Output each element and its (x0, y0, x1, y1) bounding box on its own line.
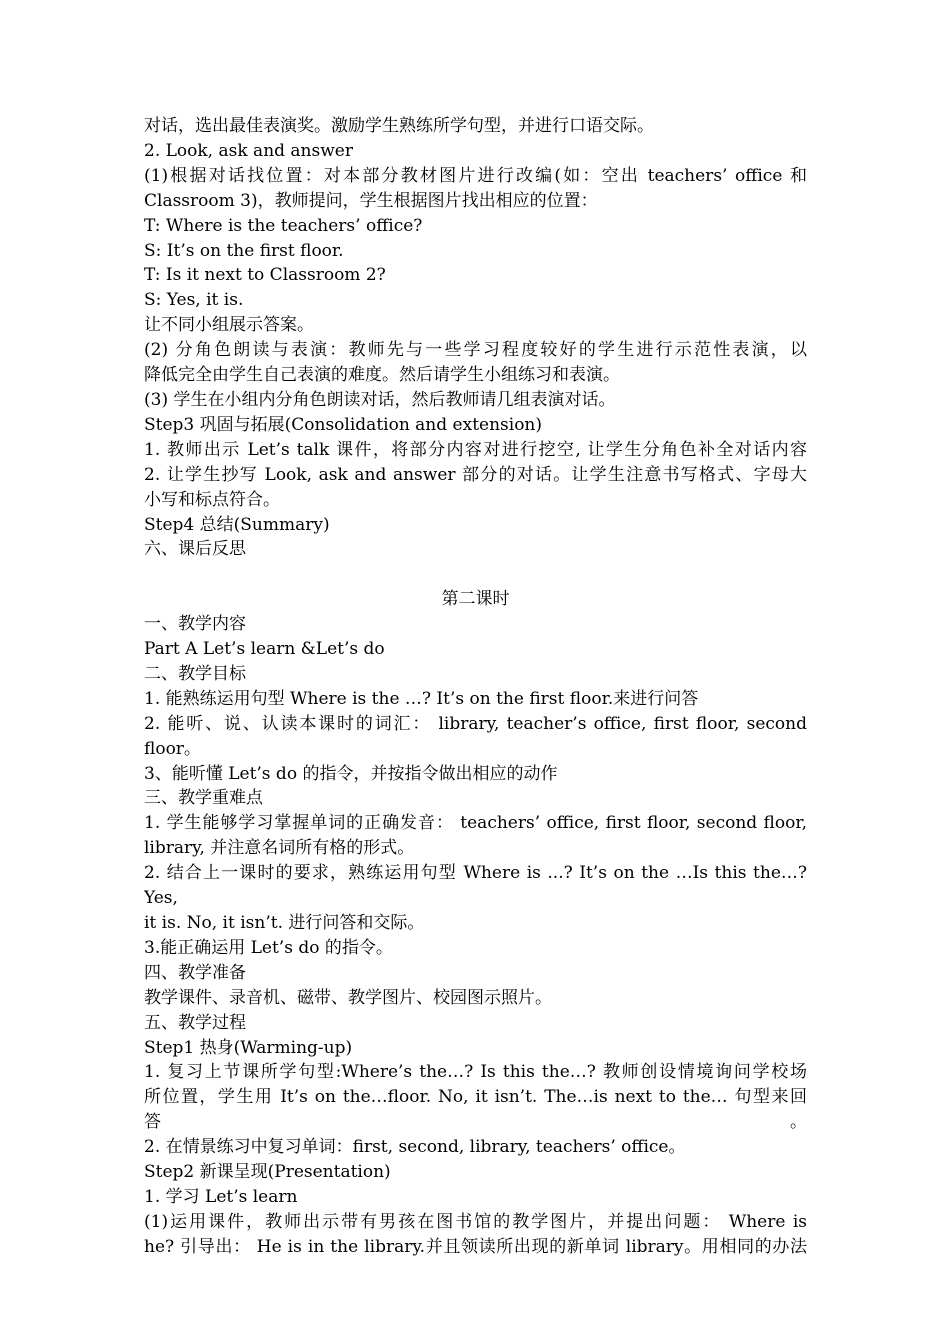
text-line: he? 引导出： He is in the library.并且领读所出现的新单词 library。用相同的办法 (144, 1236, 807, 1257)
text-line: 2. Look, ask and answer (144, 140, 353, 161)
text-line: 2. 在情景练习中复习单词：first, second, library, teachers’ office。 (144, 1137, 686, 1158)
text-line: T: Is it next to Classroom 2? (144, 265, 386, 286)
step-heading: Step1 热身(Warming-up) (144, 1037, 353, 1058)
text-line: 2. 让学生抄写 Look, ask and answer 部分的对话。让学生注意书写格式、字母大 (144, 464, 807, 485)
text-line: 1. 学生能够学习掌握单词的正确发音： teachers’ office, first floor, second floor, (144, 813, 807, 834)
section-heading: 三、教学重难点 (144, 788, 263, 809)
text-line: Part A Let’s learn &Let’s do (144, 639, 385, 660)
text-line: 2. 结合上一课时的要求，熟练运用句型 Where is ...? It’s on the …Is this the…? Yes, (144, 863, 807, 909)
section-heading: 四、教学准备 (144, 962, 246, 983)
blank-line (144, 562, 807, 587)
text-line: 1. 教师出示 Let’s talk 课件，将部分内容对进行挖空, 让学生分角色补全对话内容 (144, 439, 807, 460)
text-line: 小写和标点符合。 (144, 489, 280, 510)
section-heading: 五、教学过程 (144, 1012, 246, 1033)
text-line: library, 并注意名词所有格的形式。 (144, 838, 415, 859)
text-line: 让不同小组展示答案。 (144, 315, 314, 336)
text-line: 3.能正确运用 Let’s do 的指令。 (144, 937, 393, 958)
text-line: 1. 学习 Let’s learn (144, 1186, 298, 1207)
step-heading: Step2 新课呈现(Presentation) (144, 1162, 391, 1183)
text-line: (1)根据对话找位置：对本部分教材图片进行改编(如：空出 teachers’ office 和 (144, 165, 807, 186)
text-line: it is. No, it isn’t. 进行问答和交际。 (144, 912, 425, 933)
text-line: S: It’s on the first floor. (144, 240, 344, 261)
text-line: 所位置，学生用 It’s on the…floor. No, it isn’t. The…is next to the… 句型来回答。 (144, 1087, 807, 1133)
section-heading: 二、教学目标 (144, 663, 246, 684)
text-line: Classroom 3)，教师提问，学生根据图片找出相应的位置： (144, 190, 598, 211)
text-line: 教学课件、录音机、磁带、教学图片、校园图示照片。 (144, 987, 552, 1008)
section-heading: 六、课后反思 (144, 539, 246, 560)
lesson-title: 第二课时 (441, 589, 510, 610)
section-heading: 一、教学内容 (144, 614, 246, 635)
text-line: 对话，选出最佳表演奖。激励学生熟练所学句型，并进行口语交际。 (144, 116, 654, 136)
text-line: (2) 分角色朗读与表演：教师先与一些学习程度较好的学生进行示范性表演，以 (144, 340, 807, 361)
text-line: floor。 (144, 738, 201, 759)
text-line: 3、能听懂 Let’s do 的指令，并按指令做出相应的动作 (144, 763, 558, 784)
text-line: (1)运用课件，教师出示带有男孩在图书馆的教学图片，并提出问题： Where is (144, 1211, 807, 1232)
step-heading: Step4 总结(Summary) (144, 514, 330, 535)
step-heading: Step3 巩固与拓展(Consolidation and extension) (144, 414, 543, 435)
text-line: 1. 能熟练运用句型 Where is the …? It’s on the first floor.来进行问答 (144, 688, 699, 709)
text-line: 降低完全由学生自己表演的难度。然后请学生小组练习和表演。 (144, 365, 620, 386)
document-page (144, 114, 807, 1260)
text-line: T: Where is the teachers’ office? (144, 215, 423, 236)
text-line: S: Yes, it is. (144, 290, 244, 311)
text-line: 1. 复习上节课所学句型:Where’s the…? Is this the…? 教师创设情境询问学校场 (144, 1062, 807, 1083)
text-line: 2. 能听、说、认读本课时的词汇： library, teacher’s office, first floor, second (144, 713, 807, 734)
text-line: (3) 学生在小组内分角色朗读对话，然后教师请几组表演对话。 (144, 389, 616, 410)
